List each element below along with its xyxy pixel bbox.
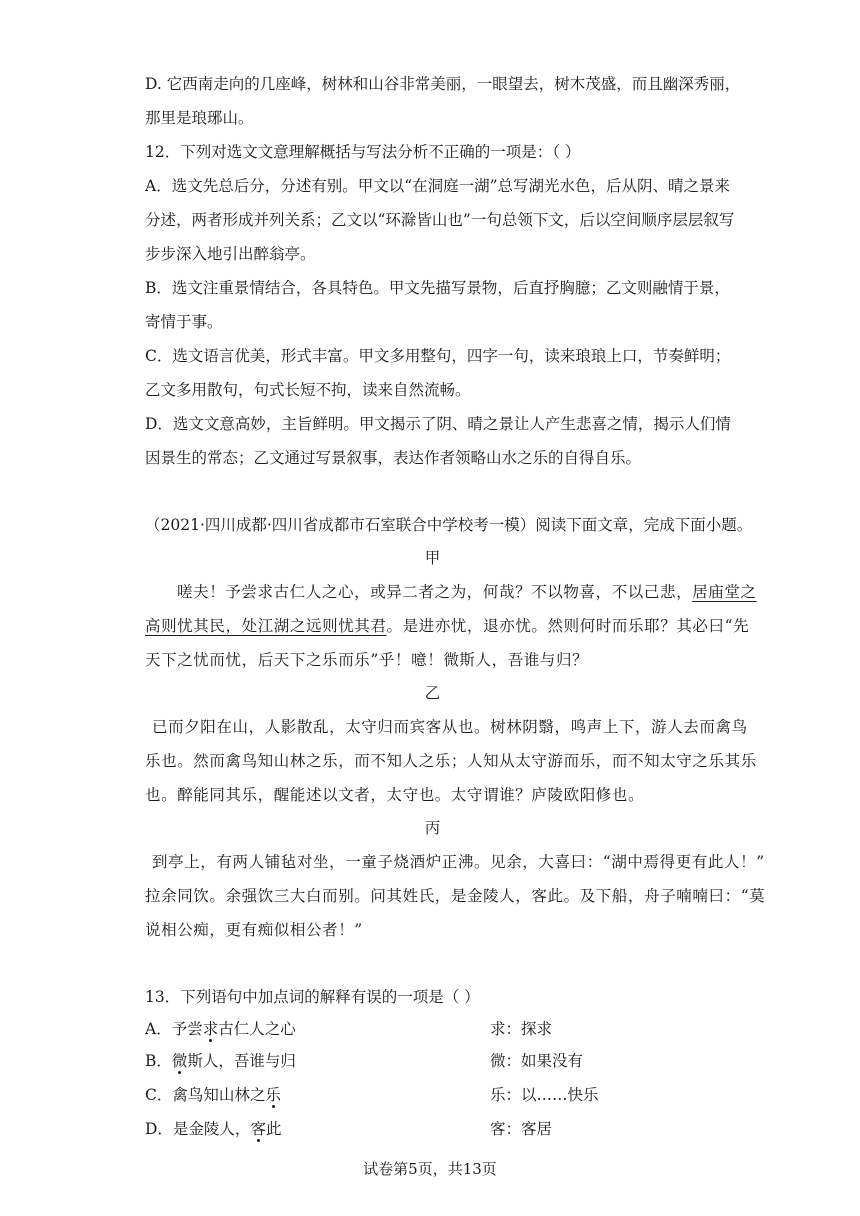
- q12-option-c-line2: 乙文多用散句，句式长短不拘，读来自然流畅。: [145, 381, 471, 399]
- dotted-word: 求: [202, 1020, 219, 1038]
- q13-option-b-explanation: 微：如果没有: [490, 1052, 584, 1070]
- dotted-word: 客: [250, 1120, 266, 1138]
- q13-option-d-explanation: 客：客居: [490, 1120, 553, 1138]
- passage-jia-line2: 高则忧其民，处江湖之远则忧其君。是进亦忧，退亦忧。然则何时而乐耶？其必曰“先: [145, 617, 750, 635]
- underlined-sentence: 居庙堂之: [692, 583, 757, 601]
- q12-option-a-line1: A．选文先总后分，分述有别。甲文以“在洞庭一湖”总写湖光水色，后从阴、晴之景来: [145, 177, 731, 195]
- q12-option-c-line1: C．选文语言优美，形式丰富。甲文多用整句，四字一句，读来琅琅上口，节奏鲜明；: [145, 347, 731, 365]
- passage-bing-label: 丙: [424, 819, 441, 837]
- passage-yi-line1: 已而夕阳在山，人影散乱，太守归而宾客从也。树林阴翳，鸣声上下，游人去而禽鸟: [152, 718, 748, 736]
- passage-yi-line2: 乐也。然而禽鸟知山林之乐，而不知人之乐；人知从太守游而乐，而不知太守之乐其乐: [145, 752, 757, 770]
- page-footer: 试卷第5页，共13页: [363, 1160, 497, 1178]
- q12-option-b-line2: 寄情于事。: [145, 313, 223, 331]
- q13-option-a: A．予尝求古仁人之心 求：探求: [145, 1012, 720, 1046]
- q12-stem: 12．下列对选文文意理解概括与写法分析不正确的一项是：（ ）: [145, 143, 581, 161]
- q13-option-b: B．微斯人，吾谁与归 微：如果没有: [145, 1044, 720, 1078]
- passage-jia-line1: 嗟夫！予尝求古仁人之心，或异二者之为，何哉？不以物喜，不以己悲，居庙堂之: [177, 583, 757, 601]
- passage-bing-line2: 拉余同饮。余强饮三大白而别。问其姓氏，是金陵人，客此。及下船，舟子喃喃曰：“莫: [145, 887, 766, 905]
- q12-option-a-line2: 分述，两者形成并列关系；乙文以“环滁皆山也”一句总领下文，后以空间顺序层层叙写: [145, 211, 735, 229]
- q12-option-d-line1: D．选文文意高妙，主旨鲜明。甲文揭示了阴、晴之景让人产生悲喜之情，揭示人们情: [145, 415, 731, 433]
- passage-jia-label: 甲: [424, 549, 441, 567]
- passage-bing-line3: 说相公痴，更有痴似相公者！”: [145, 921, 363, 939]
- dotted-word: 乐: [265, 1086, 281, 1104]
- q11-option-d-line1: D. 它西南走向的几座峰，树林和山谷非常美丽，一眼望去，树木茂盛，而且幽深秀丽，: [145, 75, 741, 93]
- passage-intro: （2021·四川成都·四川省成都市石室联合中学校考一模）阅读下面文章，完成下面小题。: [145, 516, 753, 534]
- q13-option-a-explanation: 求：探求: [490, 1020, 553, 1038]
- passage-jia-line3: 天下之忧而忧，后天下之乐而乐”乎！噫！微斯人，吾谁与归？: [145, 651, 589, 669]
- q12-option-d-line2: 因景生的常态；乙文通过写景叙事，表达作者领略山水之乐的自得自乐。: [145, 449, 642, 467]
- passage-bing-line1: 到亭上，有两人铺毡对坐，一童子烧酒炉正沸。见余，大喜曰：“湖中焉得更有此人！”: [152, 853, 765, 871]
- q12-option-a-line3: 步步深入地引出醉翁亭。: [145, 245, 316, 263]
- passage-yi-label: 乙: [424, 684, 441, 702]
- dotted-word: 微: [171, 1052, 188, 1070]
- q13-option-c-explanation: 乐：以……快乐: [490, 1086, 599, 1104]
- underlined-sentence-cont: 高则忧其民，处江湖之远则忧其君: [145, 617, 387, 635]
- passage-yi-line3: 也。醉能同其乐，醒能述以文者，太守也。太守谓谁？庐陵欧阳修也。: [145, 786, 645, 804]
- q13-option-d: D．是金陵人，客此 客：客居: [145, 1112, 720, 1146]
- q13-option-c: C．禽鸟知山林之乐 乐：以……快乐: [145, 1078, 720, 1112]
- q12-option-b-line1: B．选文注重景情结合，各具特色。甲文先描写景物，后直抒胸臆；乙文则融情于景，: [145, 279, 730, 297]
- q11-option-d-line2: 那里是琅琊山。: [145, 109, 254, 127]
- q13-stem: 13．下列语句中加点词的解释有误的一项是（ ）: [145, 988, 480, 1006]
